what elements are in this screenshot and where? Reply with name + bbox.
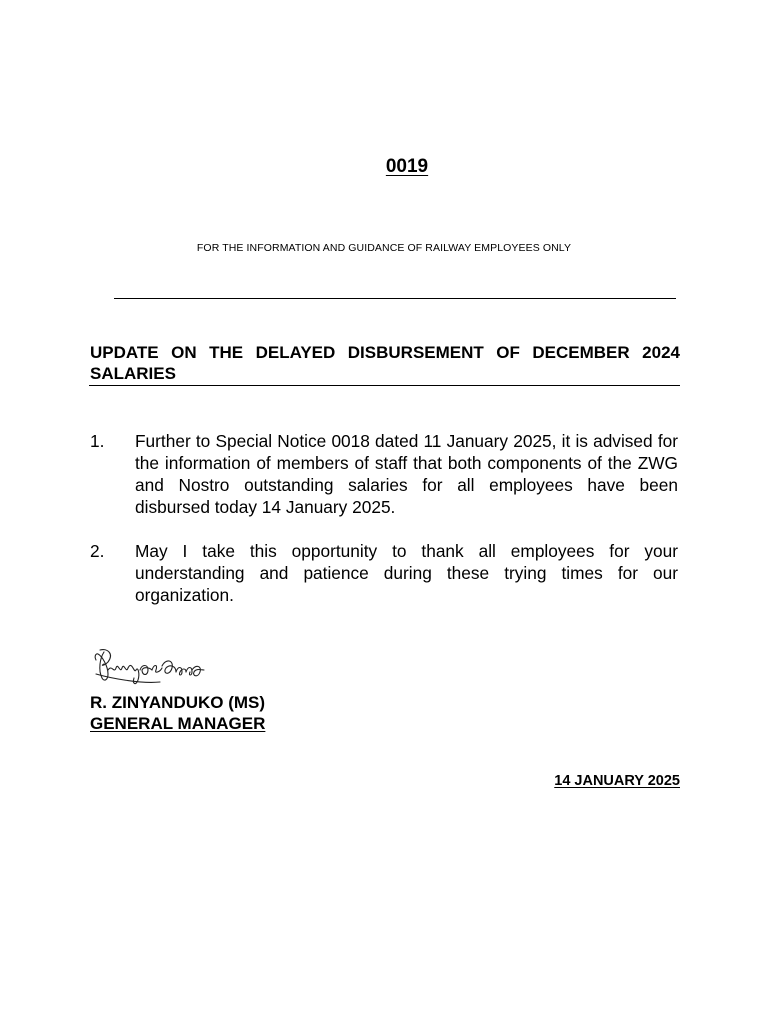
paragraph-number: 2. [90, 541, 105, 561]
separator-line [114, 298, 676, 299]
signatory-name: R. ZINYANDUKO (MS) [90, 693, 266, 712]
notice-heading: UPDATE ON THE DELAYED DISBURSEMENT OF DECEMBER 2024 SALARIES [90, 343, 680, 383]
heading-underline [89, 385, 680, 386]
notice-date: 14 JANUARY 2025 [554, 773, 680, 789]
signature-image [90, 644, 220, 690]
restriction-notice: FOR THE INFORMATION AND GUIDANCE OF RAILWAY EMPLOYEES ONLY [196, 242, 572, 254]
notice-number: 0019 [385, 156, 429, 177]
signatory-title: GENERAL MANAGER [90, 714, 266, 733]
paragraph-text: Further to Special Notice 0018 dated 11 January 2025, it is advised for the information of members of staff that both components of the ZWG and Nostro outstanding salaries for all employees have been disbursed today 14 January 2025. [135, 431, 678, 517]
paragraph-text: May I take this opportunity to thank all employees for your understanding and patience during these trying times for our organization. [135, 541, 678, 605]
paragraph-1 [90, 430, 678, 518]
paragraph-number: 1. [90, 431, 105, 451]
paragraph-2 [90, 540, 678, 606]
